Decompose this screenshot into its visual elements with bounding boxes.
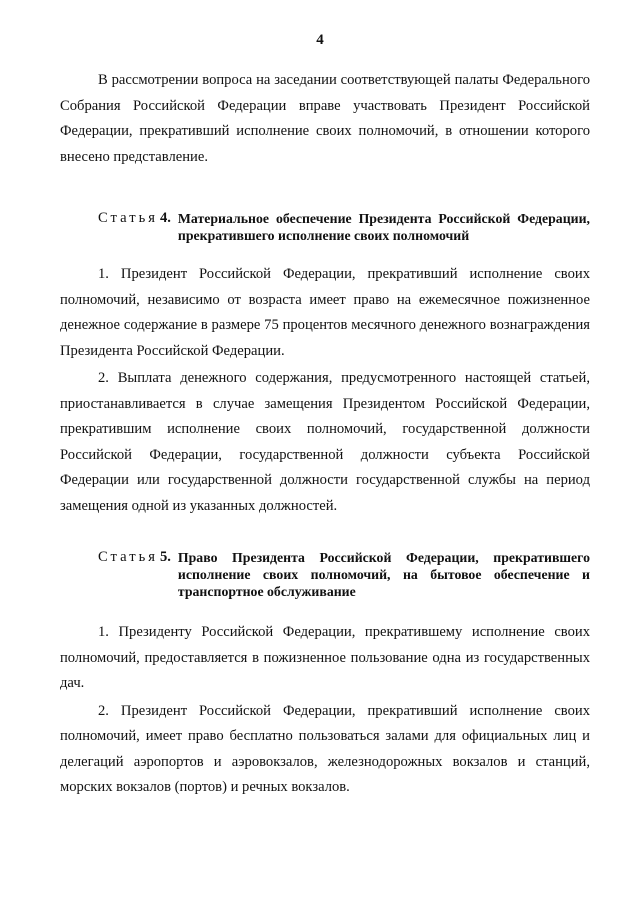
- article-5-number: 5.: [159, 549, 171, 565]
- article-4-title: Материальное обеспечение Президента Российской Федерации, прекратившего исполнение своих полномочий: [177, 211, 590, 243]
- article-4-heading: [98, 210, 590, 244]
- article-5-paragraph-2: 2. Президент Российской Федерации, прекративший исполнение своих полномочий, имеет право бесплатно пользоваться залами для официальных лиц и делегаций аэропортов и аэровокзалов, железнодорожных вокзалов и станций, морских вокзалов (портов) и речных вокзалов.: [60, 702, 590, 795]
- document-body: [60, 68, 590, 801]
- article-5-label: Статья: [98, 549, 158, 565]
- intro-paragraph: В рассмотрении вопроса на заседании соответствующей палаты Федерального Собрания Российской Федерации вправе участвовать Президент Российской Федерации, прекративший исполнение своих полномочий, в отношении которого внесено представление.: [60, 72, 590, 165]
- article-4-paragraph-2: 2. Выплата денежного содержания, предусмотренного настоящей статьей, приостанавливается в случае замещения Президентом Российской Федерации, прекратившим исполнение своих полномочий, государственной должности Российской Федерации, государственной должности субъекта Российской Федерации или государственной должности государственной службы на период замещения одной из указанных должностей.: [60, 370, 590, 514]
- page-number: 4: [316, 32, 324, 48]
- article-4-label: Статья: [98, 210, 158, 226]
- article-4-paragraph-1: 1. Президент Российской Федерации, прекративший исполнение своих полномочий, независимо от возраста имеет право на ежемесячное пожизненное денежное содержание в размере 75 процентов месячного денежного вознаграждения Президента Российской Федерации.: [60, 266, 590, 359]
- article-5-title: Право Президента Российской Федерации, прекратившего исполнение своих полномочий, на бытовое обеспечение и транспортное обслуживание: [177, 550, 590, 599]
- article-5-paragraph-1: 1. Президенту Российской Федерации, прекратившему исполнение своих полномочий, предоставляется в пожизненное пользование одна из государственных дач.: [60, 624, 590, 691]
- article-4-number: 4.: [159, 210, 171, 226]
- article-5-heading: [98, 549, 590, 600]
